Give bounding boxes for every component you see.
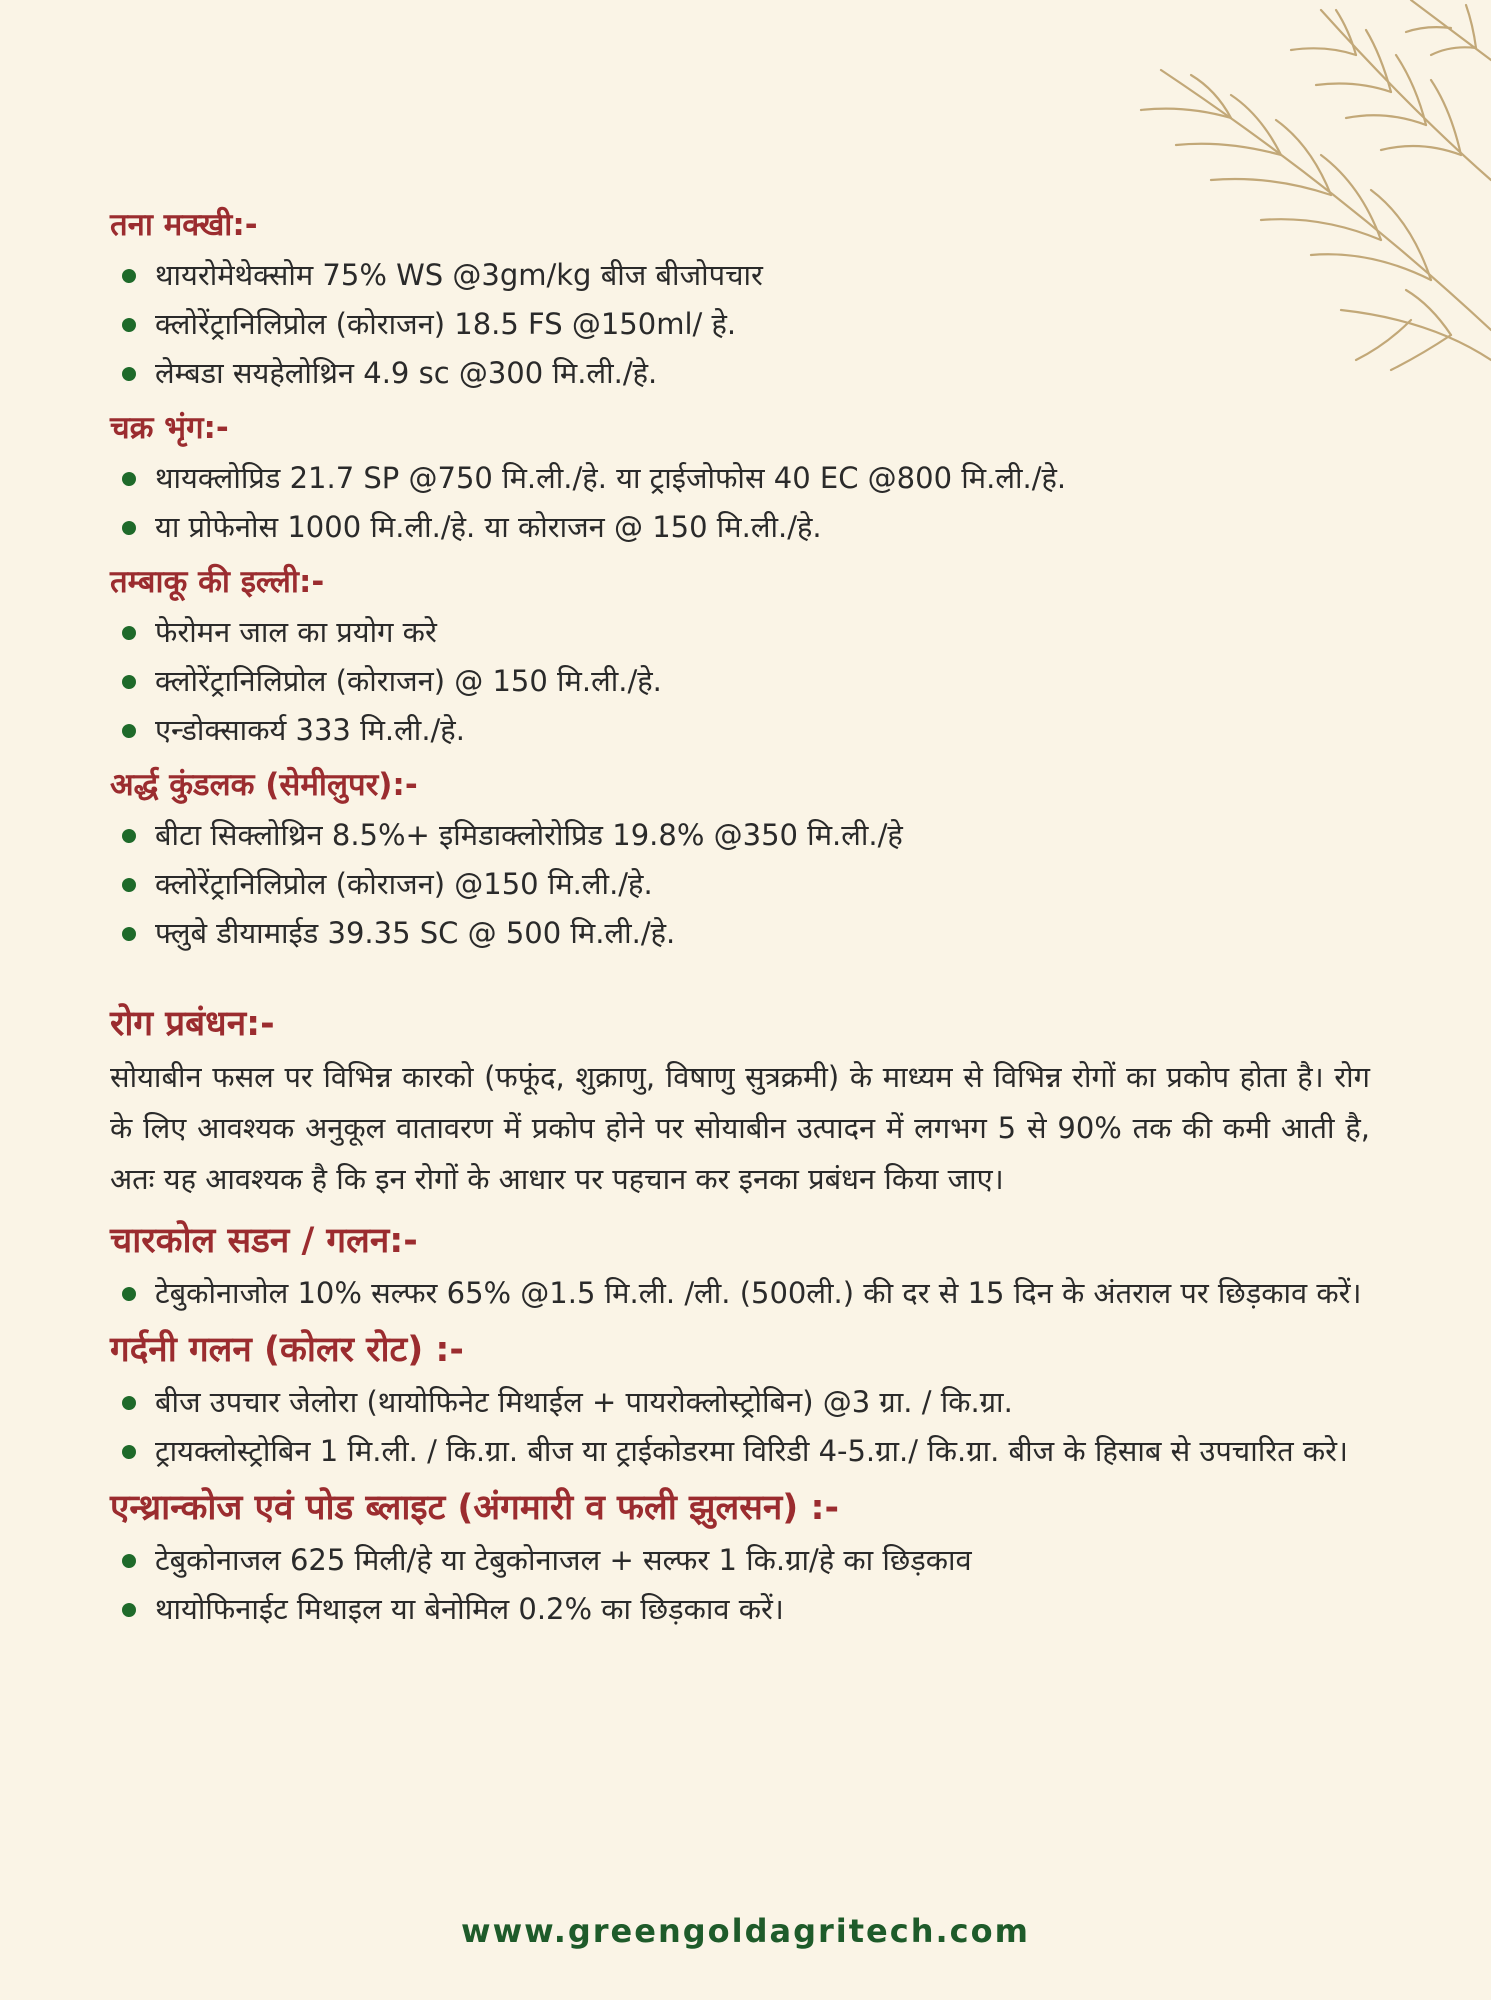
bullet-icon [122,927,136,941]
list-item: क्लोरेंट्रानिलिप्रोल (कोराजन) 18.5 FS @150ml/ हे. [110,300,1370,349]
bullet-icon [122,1445,136,1459]
list-item: बीटा सिक्लोथ्रिन 8.5%+ इमिडाक्लोरोप्रिड 19.8% @350 मि.ली./हे [110,811,1370,860]
list-item: या प्रोफेनोस 1000 मि.ली./हे. या कोराजन @ 150 मि.ली./हे. [110,503,1370,552]
disease-section-charcoal-rot [110,1219,1370,1318]
disease-section-title: चारकोल सडन / गलन:- [110,1221,418,1261]
disease-intro: सोयाबीन फसल पर विभिन्न कारको (फफूंद, शुक्राणु, विषाणु सुत्रक्रमी) के माध्यम से विभिन्न रोगों का प्रकोप होता है। रोग के लिए आवश्यक अनुकूल वातावरण में प्रकोप होने पर सोयाबीन उत्पादन में लगभग 5 से 90% तक की कमी आती है, अतः यह आवश्यक है कि इन रोगों के आधार पर पहचान कर इनका प्रबंधन किया जाए। [110,1060,1370,1196]
list-item: बीज उपचार जेलोरा (थायोफिनेट मिथाईल + पायरोक्लोस्ट्रोबिन) @3 ग्रा. / कि.ग्रा. [110,1378,1370,1427]
list-item: एन्डोक्साकर्य 333 मि.ली./हे. [110,706,1370,755]
pest-section-semilooper [110,765,1370,958]
treatment-list [110,1536,1370,1634]
treatment-list [110,608,1370,755]
bullet-icon [122,269,136,283]
pest-title: चक्र भृंग:- [110,410,229,446]
treatment-list [110,251,1370,398]
list-item: थायोफिनाईट मिथाइल या बेनोमिल 0.2% का छिड़काव करें। [110,1585,1370,1634]
bullet-icon [122,878,136,892]
list-item: थायरोमेथेक्सोम 75% WS @3gm/kg बीज बीजोपचार [110,251,1370,300]
disease-title: रोग प्रबंधन:- [110,1004,275,1044]
list-item: ट्रायक्लोस्ट्रोबिन 1 मि.ली. / कि.ग्रा. बीज या ट्राईकोडरमा विरिडी 4-5.ग्रा./ कि.ग्रा. बीज के हिसाब से उपचारित करे। [110,1427,1370,1476]
footer-url[interactable]: www.greengoldagritech.com [461,1912,1030,1950]
list-item: लेम्बडा सयहेलोथ्रिन 4.9 sc @300 मि.ली./हे. [110,349,1370,398]
list-item: टेबुकोनाजोल 10% सल्फर 65% @1.5 मि.ली. /ली. (500ली.) की दर से 15 दिन के अंतराल पर छिड़काव करें। [110,1269,1370,1318]
treatment-list [110,1269,1370,1318]
bullet-icon [122,626,136,640]
treatment-list [110,811,1370,958]
list-item: क्लोरेंट्रानिलिप्रोल (कोराजन) @ 150 मि.ली./हे. [110,657,1370,706]
list-item: फ्लुबे डीयामाईड 39.35 SC @ 500 मि.ली./हे. [110,909,1370,958]
list-item: थायक्लोप्रिड 21.7 SP @750 मि.ली./हे. या ट्राईजोफोस 40 EC @800 मि.ली./हे. [110,454,1370,503]
bullet-icon [122,521,136,535]
content [110,205,1370,1644]
disease-section-title: गर्दनी गलन (कोलर रोट) :- [110,1330,464,1370]
treatment-list [110,454,1370,552]
list-item: फेरोमन जाल का प्रयोग करे [110,608,1370,657]
bullet-icon [122,1554,136,1568]
list-item: टेबुकोनाजल 625 मिली/हे या टेबुकोनाजल + सल्फर 1 कि.ग्रा/हे का छिड़काव [110,1536,1370,1585]
pest-section-stem-fly [110,205,1370,398]
bullet-icon [122,1396,136,1410]
disease-management [110,1002,1370,1634]
treatment-list [110,1378,1370,1476]
bullet-icon [122,472,136,486]
disease-section-collar-rot [110,1328,1370,1476]
pest-title: तम्बाकू की इल्ली:- [110,564,325,600]
pest-title: अर्द्ध कुंडलक (सेमीलुपर):- [110,767,418,803]
pest-section-girdle-beetle [110,408,1370,552]
bullet-icon [122,1603,136,1617]
list-item: क्लोरेंट्रानिलिप्रोल (कोराजन) @150 मि.ली./हे. [110,860,1370,909]
bullet-icon [122,1287,136,1301]
pest-section-tobacco-caterpillar [110,562,1370,755]
disease-section-title: एन्थ्रान्कोज एवं पोड ब्लाइट (अंगमारी व फली झुलसन) :- [110,1488,839,1528]
bullet-icon [122,675,136,689]
disease-section-anthracnose [110,1486,1370,1634]
pest-title: तना मक्खी:- [110,207,258,243]
bullet-icon [122,318,136,332]
bullet-icon [122,724,136,738]
bullet-icon [122,829,136,843]
bullet-icon [122,367,136,381]
